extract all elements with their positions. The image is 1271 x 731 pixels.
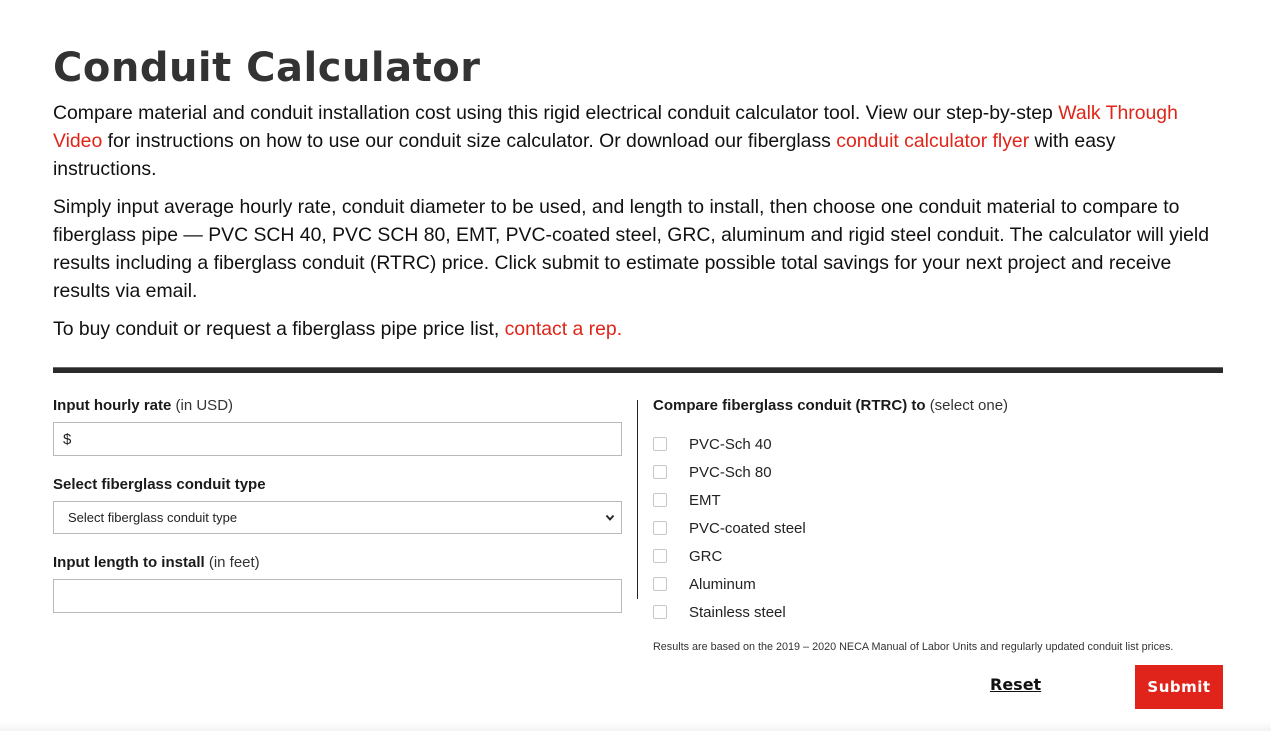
checkbox[interactable] <box>653 493 667 507</box>
option-label: PVC-Sch 80 <box>689 463 772 481</box>
intro-text: To buy conduit or request a fiberglass pipe price list, <box>53 318 505 340</box>
hourly-rate-hint: (in USD) <box>175 397 234 414</box>
page-title: Conduit Calculator <box>53 45 481 91</box>
compare-option-stainless-steel[interactable] <box>653 598 1223 626</box>
option-label: Stainless steel <box>689 603 786 621</box>
compare-option-pvc-sch-80[interactable] <box>653 458 1223 486</box>
conduit-type-select[interactable] <box>53 501 622 534</box>
compare-label <box>653 397 1223 415</box>
contact-rep-link[interactable]: contact a rep. <box>504 318 623 340</box>
option-label: PVC-coated steel <box>689 519 806 537</box>
compare-option-aluminum[interactable] <box>653 570 1223 598</box>
compare-option-grc[interactable] <box>653 542 1223 570</box>
hourly-rate-label-text: Input hourly rate <box>53 397 172 414</box>
intro-text: for instructions on how to use our conduit size calculator. Or download our fiberglass <box>102 130 837 152</box>
checkbox[interactable] <box>653 549 667 563</box>
intro-text: Compare material and conduit installation cost using this rigid electrical conduit calculator tool. View our step-by-step <box>53 102 1059 124</box>
conduit-calculator-page <box>53 40 1223 696</box>
chevron-down-icon <box>605 511 615 525</box>
option-label: EMT <box>689 491 721 509</box>
calculator-flyer-link[interactable]: conduit calculator flyer <box>836 130 1030 152</box>
conduit-type-label: Select fiberglass conduit type <box>53 476 266 493</box>
walk-through-video-link[interactable]: Walk Through Video <box>53 102 1178 152</box>
length-input[interactable] <box>53 579 622 613</box>
compare-hint: (select one) <box>929 397 1009 414</box>
reset-button[interactable]: Reset <box>990 675 1042 694</box>
length-hint: (in feet) <box>208 554 260 571</box>
length-label <box>53 554 622 572</box>
length-label-text: Input length to install <box>53 554 205 571</box>
compare-option-pvc-coated-steel[interactable] <box>653 514 1223 542</box>
checkbox[interactable] <box>653 605 667 619</box>
hourly-rate-input[interactable] <box>53 422 622 456</box>
intro-paragraph-2: Simply input average hourly rate, conduit diameter to be used, and length to install, then choose one conduit material to compare to fiberglass pipe — PVC SCH 40, PVC SCH 80, EMT, PVC-coated steel, GRC, aluminum and rigid steel conduit. The calculator will yield results including a fiberglass conduit (RTRC) price. Click submit to estimate possible total savings for your next project and receive results via email. <box>53 196 1210 302</box>
column-separator <box>637 400 638 599</box>
option-label: Aluminum <box>689 575 756 593</box>
submit-button[interactable]: Submit <box>1135 665 1223 709</box>
calculator-inputs <box>53 397 622 613</box>
option-label: GRC <box>689 547 723 565</box>
page-bottom-edge <box>0 722 1271 731</box>
section-divider <box>53 367 1223 373</box>
intro-paragraph-1 <box>53 99 1223 183</box>
option-label: PVC-Sch 40 <box>689 435 772 453</box>
compare-option-emt[interactable] <box>653 486 1223 514</box>
hourly-rate-label <box>53 397 622 415</box>
checkbox[interactable] <box>653 437 667 451</box>
compare-option-pvc-sch-40[interactable] <box>653 430 1223 458</box>
intro-paragraph-3 <box>53 315 1223 343</box>
compare-option-list <box>653 430 1223 626</box>
conduit-type-selected-value: Select fiberglass conduit type <box>68 510 238 525</box>
compare-label-text: Compare fiberglass conduit (RTRC) to <box>653 397 926 414</box>
intro-text: with easy instructions. <box>53 130 1116 180</box>
checkbox[interactable] <box>653 465 667 479</box>
compare-options <box>653 397 1223 626</box>
checkbox[interactable] <box>653 577 667 591</box>
results-note: Results are based on the 2019 – 2020 NECA Manual of Labor Units and regularly updated conduit list prices. <box>653 641 1174 653</box>
checkbox[interactable] <box>653 521 667 535</box>
